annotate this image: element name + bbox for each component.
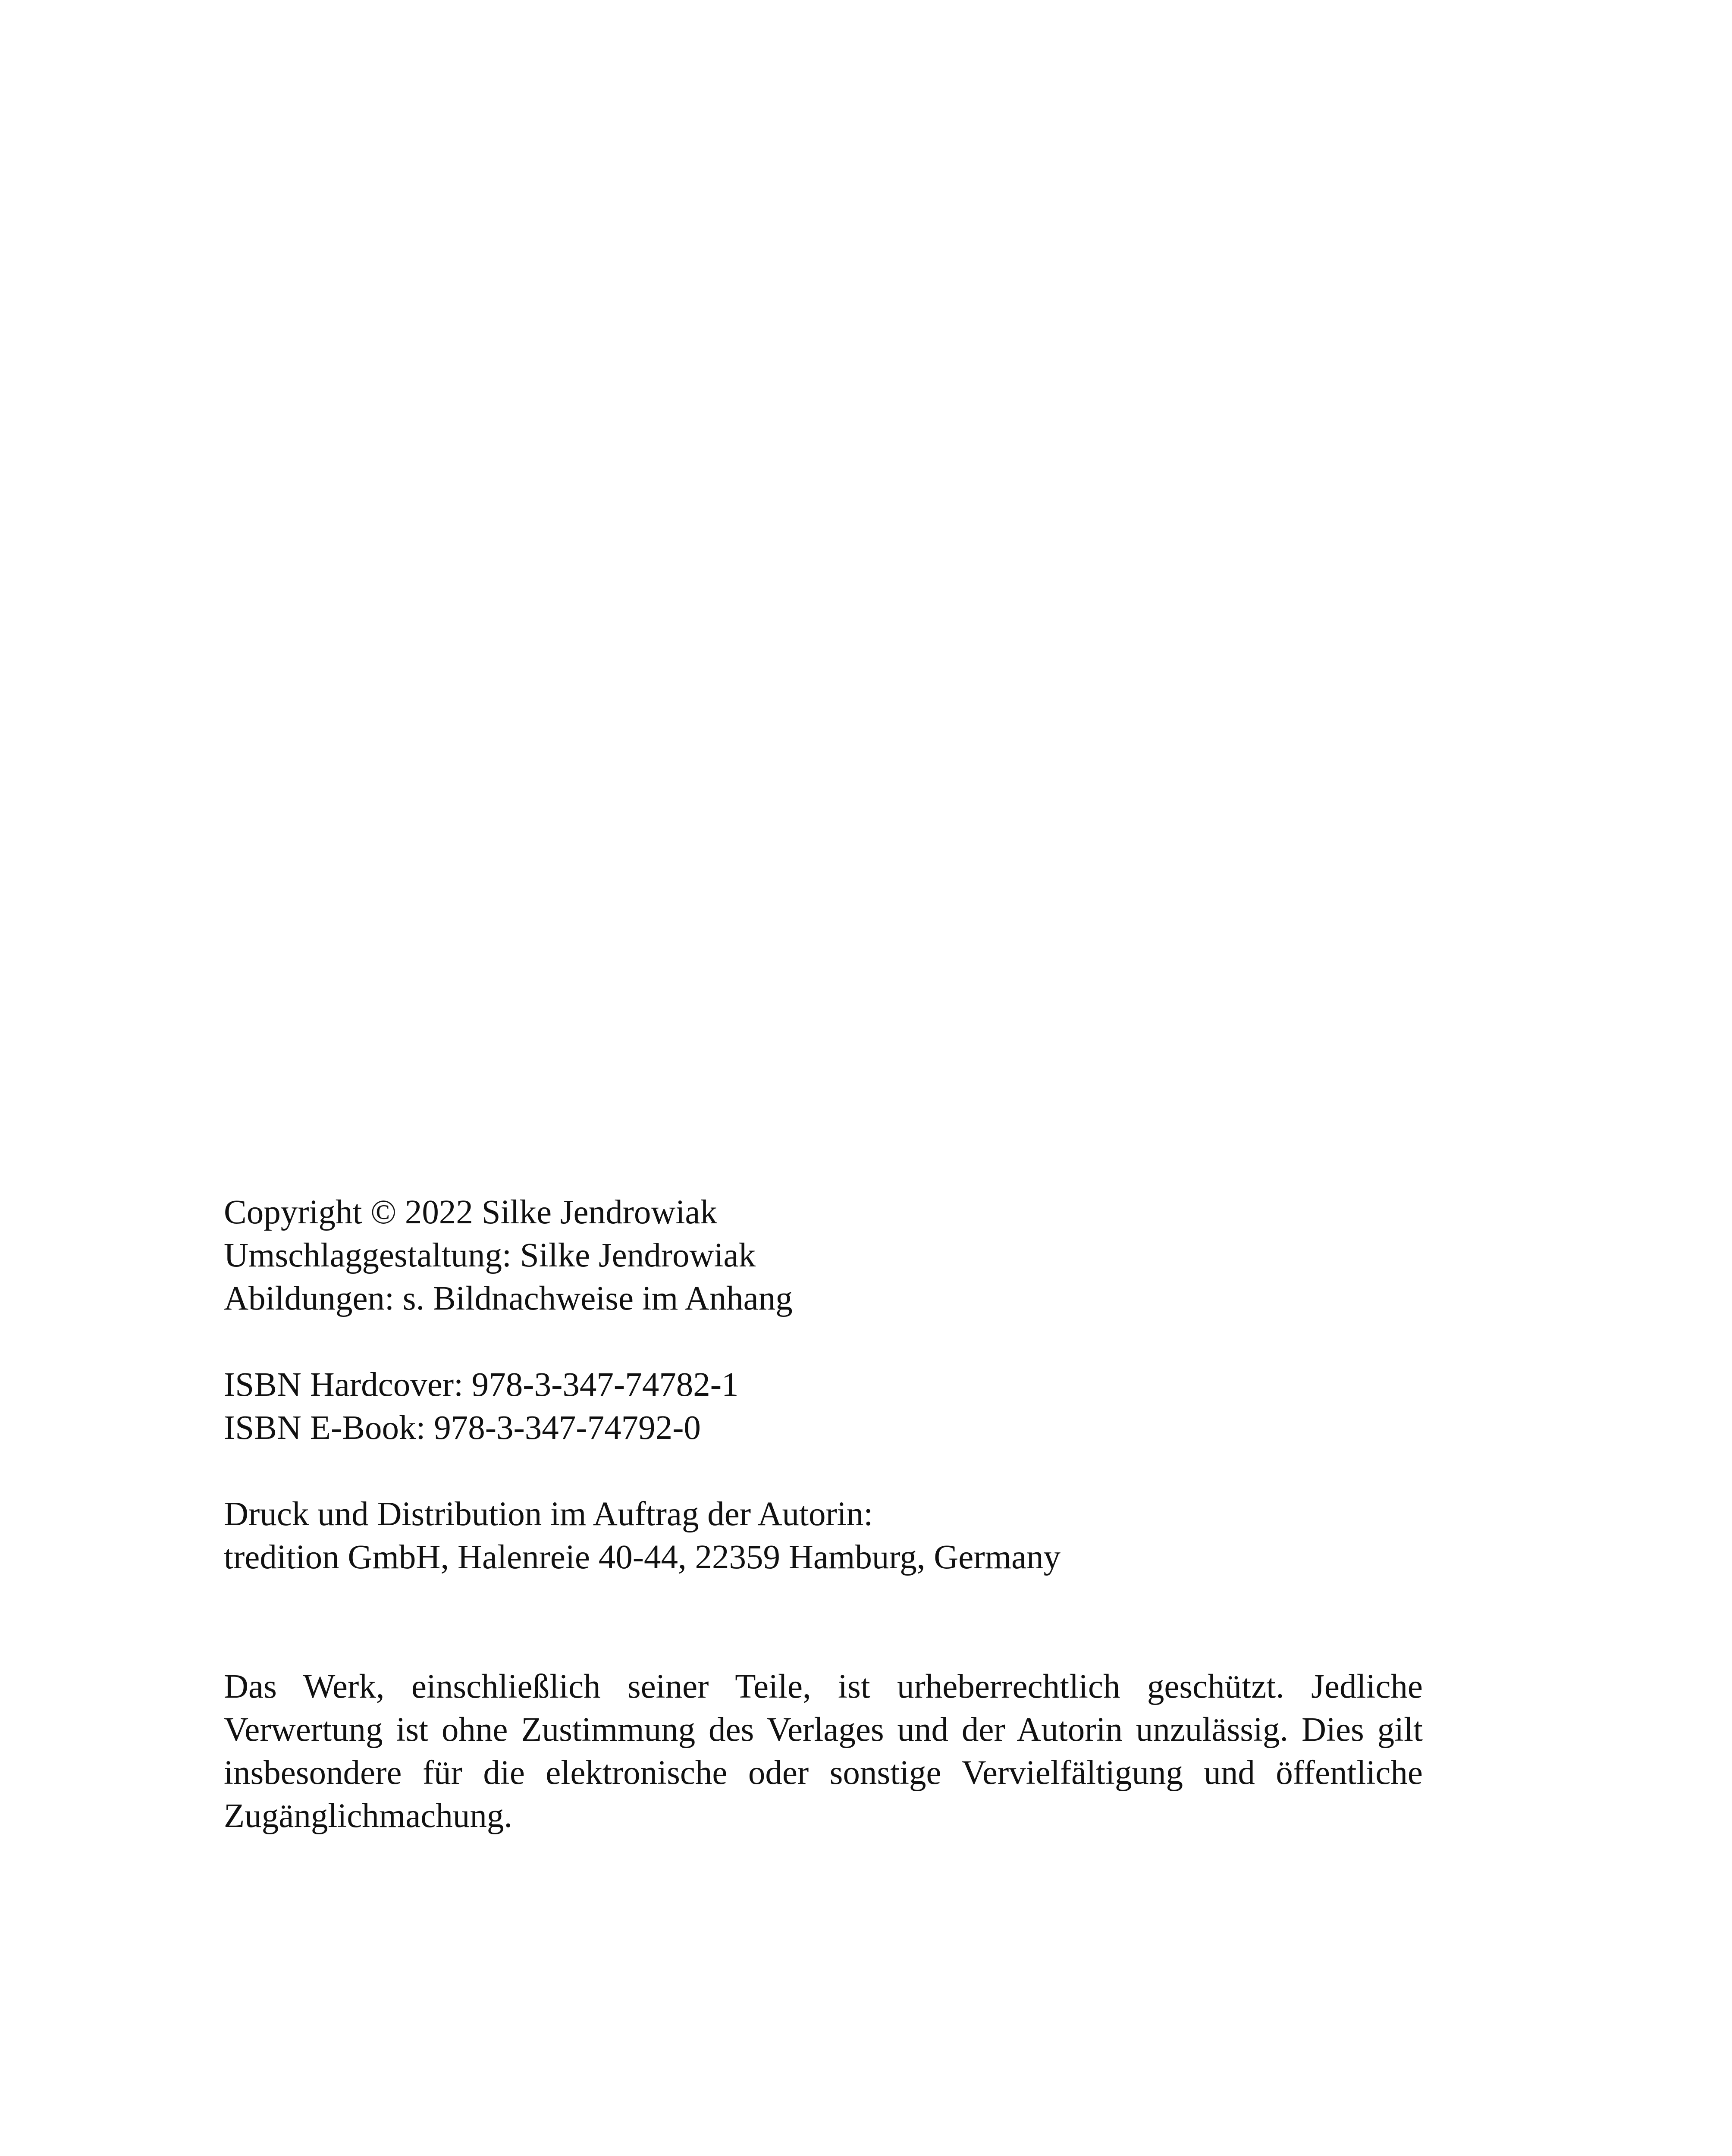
spacer	[224, 1450, 1423, 1493]
spacer	[224, 1579, 1423, 1665]
copyright-notice: Das Werk, einschließlich seiner Teile, ist urheberrechtlich geschützt. Jedliche Verwertung ist ohne Zustimmung des Verlages und der Autorin unzulässig. Dies gilt insbesondere für die elektronische oder sonstige Vervielfältigung und öffentliche Zugänglichmachung.	[224, 1668, 1423, 1835]
cover-design-line: Umschlaggestaltung: Silke Jendrowiak	[224, 1237, 756, 1274]
copyright-line: Copyright © 2022 Silke Jendrowiak	[224, 1194, 717, 1231]
isbn-block	[224, 1363, 1423, 1450]
publisher-address: tredition GmbH, Halenreie 40-44, 22359 Hamburg, Germany	[224, 1539, 1061, 1576]
imprint-section	[224, 1191, 1423, 1838]
distribution-heading: Druck und Distribution im Auftrag der Autorin:	[224, 1495, 873, 1533]
distribution-block	[224, 1493, 1423, 1579]
isbn-ebook-line: ISBN E-Book: 978-3-347-74792-0	[224, 1409, 701, 1447]
illustrations-line: Abildungen: s. Bildnachweise im Anhang	[224, 1280, 793, 1317]
credits-block	[224, 1191, 1423, 1320]
spacer	[224, 1320, 1423, 1363]
isbn-hardcover-line: ISBN Hardcover: 978-3-347-74782-1	[224, 1366, 739, 1404]
